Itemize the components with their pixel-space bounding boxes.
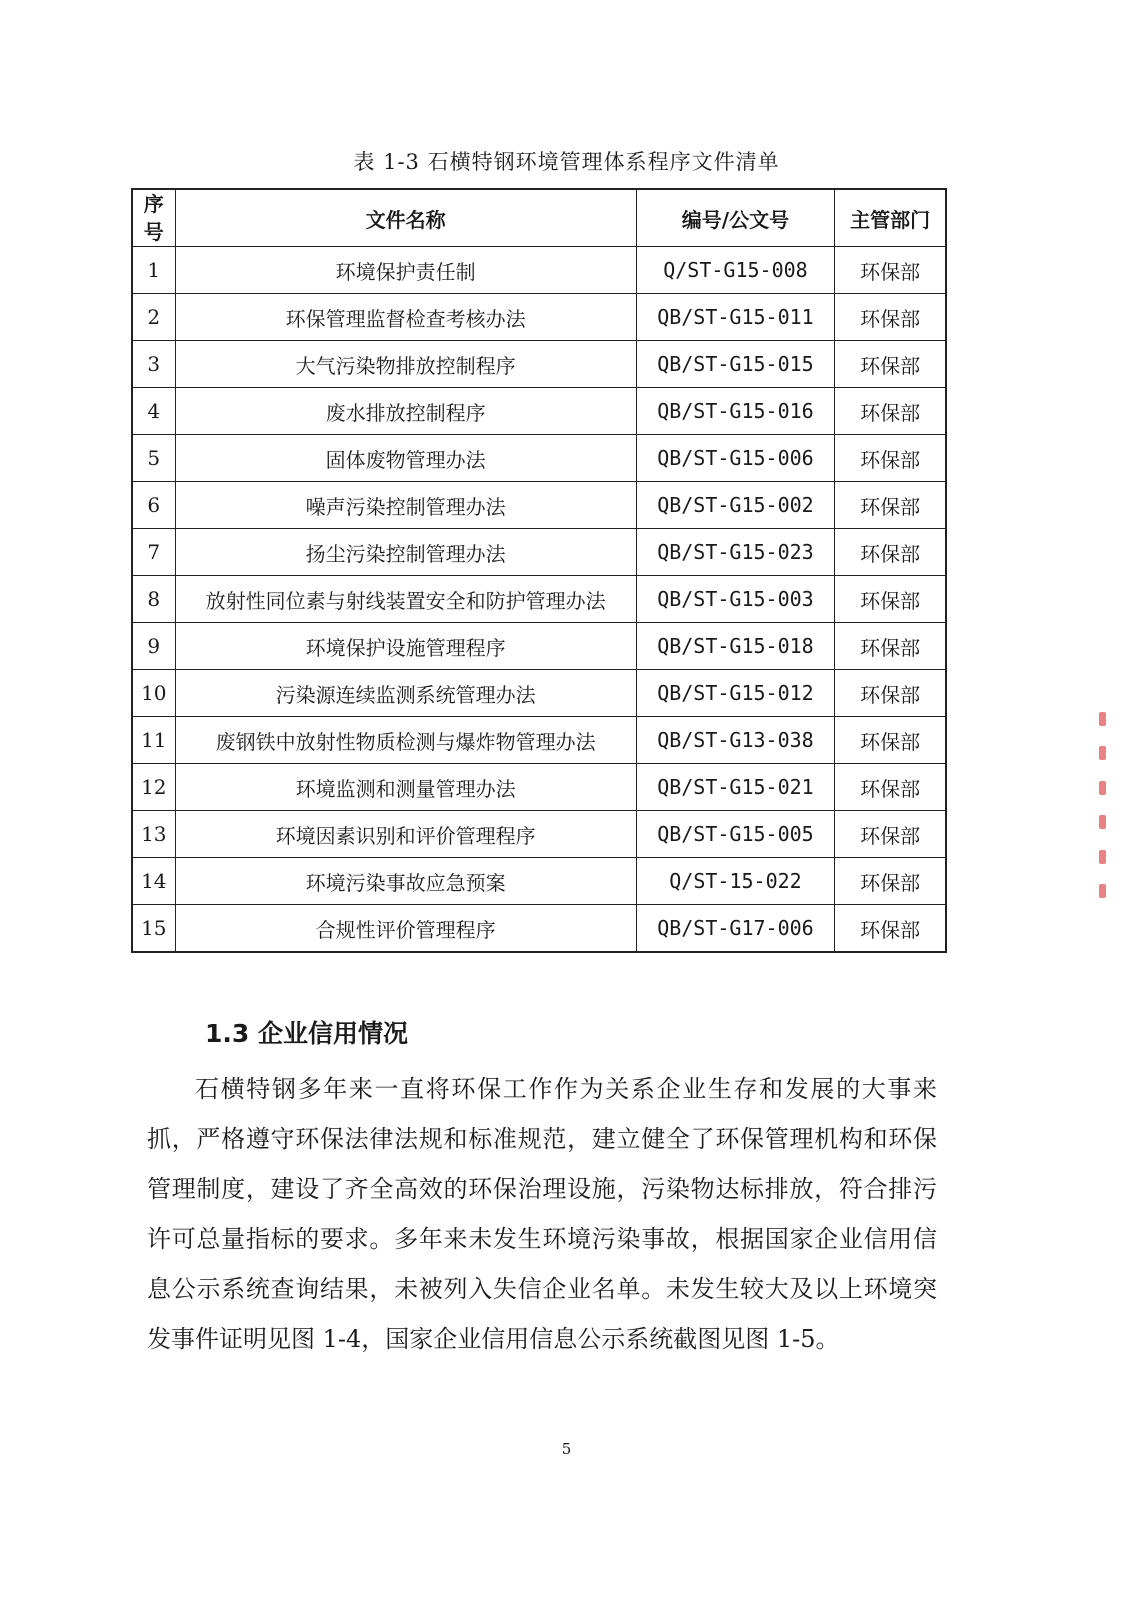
procedure-document-table	[131, 188, 947, 953]
cell-department: 环保部	[835, 294, 946, 341]
margin-seal-mark	[1099, 712, 1109, 898]
table-row	[132, 388, 946, 435]
cell-seq: 9	[132, 623, 175, 670]
cell-document-name: 污染源连续监测系统管理办法	[175, 670, 636, 717]
header-seq: 序号	[132, 189, 175, 247]
cell-department: 环保部	[835, 341, 946, 388]
cell-document-code: QB/ST-G15-018	[636, 623, 834, 670]
cell-seq: 6	[132, 482, 175, 529]
header-dept: 主管部门	[835, 189, 946, 247]
cell-document-name: 环境保护设施管理程序	[175, 623, 636, 670]
cell-document-name: 环境监测和测量管理办法	[175, 764, 636, 811]
cell-document-name: 大气污染物排放控制程序	[175, 341, 636, 388]
cell-document-name: 环保管理监督检查考核办法	[175, 294, 636, 341]
cell-document-name: 环境保护责任制	[175, 247, 636, 294]
cell-document-name: 噪声污染控制管理办法	[175, 482, 636, 529]
cell-department: 环保部	[835, 764, 946, 811]
cell-document-code: QB/ST-G15-016	[636, 388, 834, 435]
cell-department: 环保部	[835, 388, 946, 435]
cell-document-code: QB/ST-G15-015	[636, 341, 834, 388]
cell-seq: 7	[132, 529, 175, 576]
cell-department: 环保部	[835, 247, 946, 294]
table-row	[132, 247, 946, 294]
cell-department: 环保部	[835, 482, 946, 529]
cell-document-name: 合规性评价管理程序	[175, 905, 636, 953]
table-caption: 表 1-3 石横特钢环境管理体系程序文件清单	[353, 150, 780, 174]
cell-department: 环保部	[835, 623, 946, 670]
cell-seq: 12	[132, 764, 175, 811]
cell-seq: 13	[132, 811, 175, 858]
table-row	[132, 717, 946, 764]
table-row	[132, 576, 946, 623]
cell-document-name: 环境因素识别和评价管理程序	[175, 811, 636, 858]
table-row	[132, 529, 946, 576]
cell-document-code: QB/ST-G17-006	[636, 905, 834, 953]
cell-document-code: QB/ST-G13-038	[636, 717, 834, 764]
cell-seq: 5	[132, 435, 175, 482]
cell-seq: 1	[132, 247, 175, 294]
table-row	[132, 858, 946, 905]
cell-document-name: 固体废物管理办法	[175, 435, 636, 482]
cell-document-name: 放射性同位素与射线装置安全和防护管理办法	[175, 576, 636, 623]
cell-document-name: 扬尘污染控制管理办法	[175, 529, 636, 576]
cell-department: 环保部	[835, 576, 946, 623]
table-row	[132, 482, 946, 529]
cell-seq: 8	[132, 576, 175, 623]
section-heading: 1.3 企业信用情况	[205, 1019, 408, 1048]
header-code: 编号/公文号	[636, 189, 834, 247]
table-row	[132, 623, 946, 670]
table-row	[132, 435, 946, 482]
cell-document-code: QB/ST-G15-005	[636, 811, 834, 858]
page-number: 5	[561, 1440, 572, 1458]
table-row	[132, 294, 946, 341]
table-row	[132, 341, 946, 388]
cell-document-code: QB/ST-G15-003	[636, 576, 834, 623]
cell-document-code: Q/ST-15-022	[636, 858, 834, 905]
cell-seq: 15	[132, 905, 175, 953]
table-row	[132, 670, 946, 717]
cell-document-code: QB/ST-G15-021	[636, 764, 834, 811]
cell-department: 环保部	[835, 858, 946, 905]
cell-department: 环保部	[835, 717, 946, 764]
cell-seq: 14	[132, 858, 175, 905]
cell-document-code: QB/ST-G15-011	[636, 294, 834, 341]
cell-document-code: QB/ST-G15-012	[636, 670, 834, 717]
table-header-row	[132, 189, 946, 247]
cell-department: 环保部	[835, 905, 946, 953]
body-paragraph: 石横特钢多年来一直将环保工作作为关系企业生存和发展的大事来抓，严格遵守环保法律法规和标准规范，建立健全了环保管理机构和环保管理制度，建设了齐全高效的环保治理设施，污染物达标排放，符合排污许可总量指标的要求。多年来未发生环境污染事故，根据国家企业信用信息公示系统查询结果，未被列入失信企业名单。未发生较大及以上环境突发事件证明见图 1-4，国家企业信用信息公示系统截图见图 1-5。	[147, 1075, 937, 1353]
table-row	[132, 811, 946, 858]
cell-department: 环保部	[835, 670, 946, 717]
cell-department: 环保部	[835, 529, 946, 576]
table-row	[132, 905, 946, 953]
cell-seq: 10	[132, 670, 175, 717]
cell-seq: 2	[132, 294, 175, 341]
cell-document-name: 环境污染事故应急预案	[175, 858, 636, 905]
cell-document-code: Q/ST-G15-008	[636, 247, 834, 294]
cell-document-name: 废水排放控制程序	[175, 388, 636, 435]
cell-seq: 3	[132, 341, 175, 388]
header-name: 文件名称	[175, 189, 636, 247]
cell-document-name: 废钢铁中放射性物质检测与爆炸物管理办法	[175, 717, 636, 764]
cell-document-code: QB/ST-G15-002	[636, 482, 834, 529]
table-row	[132, 764, 946, 811]
cell-department: 环保部	[835, 811, 946, 858]
cell-seq: 4	[132, 388, 175, 435]
cell-seq: 11	[132, 717, 175, 764]
cell-document-code: QB/ST-G15-023	[636, 529, 834, 576]
cell-document-code: QB/ST-G15-006	[636, 435, 834, 482]
cell-department: 环保部	[835, 435, 946, 482]
